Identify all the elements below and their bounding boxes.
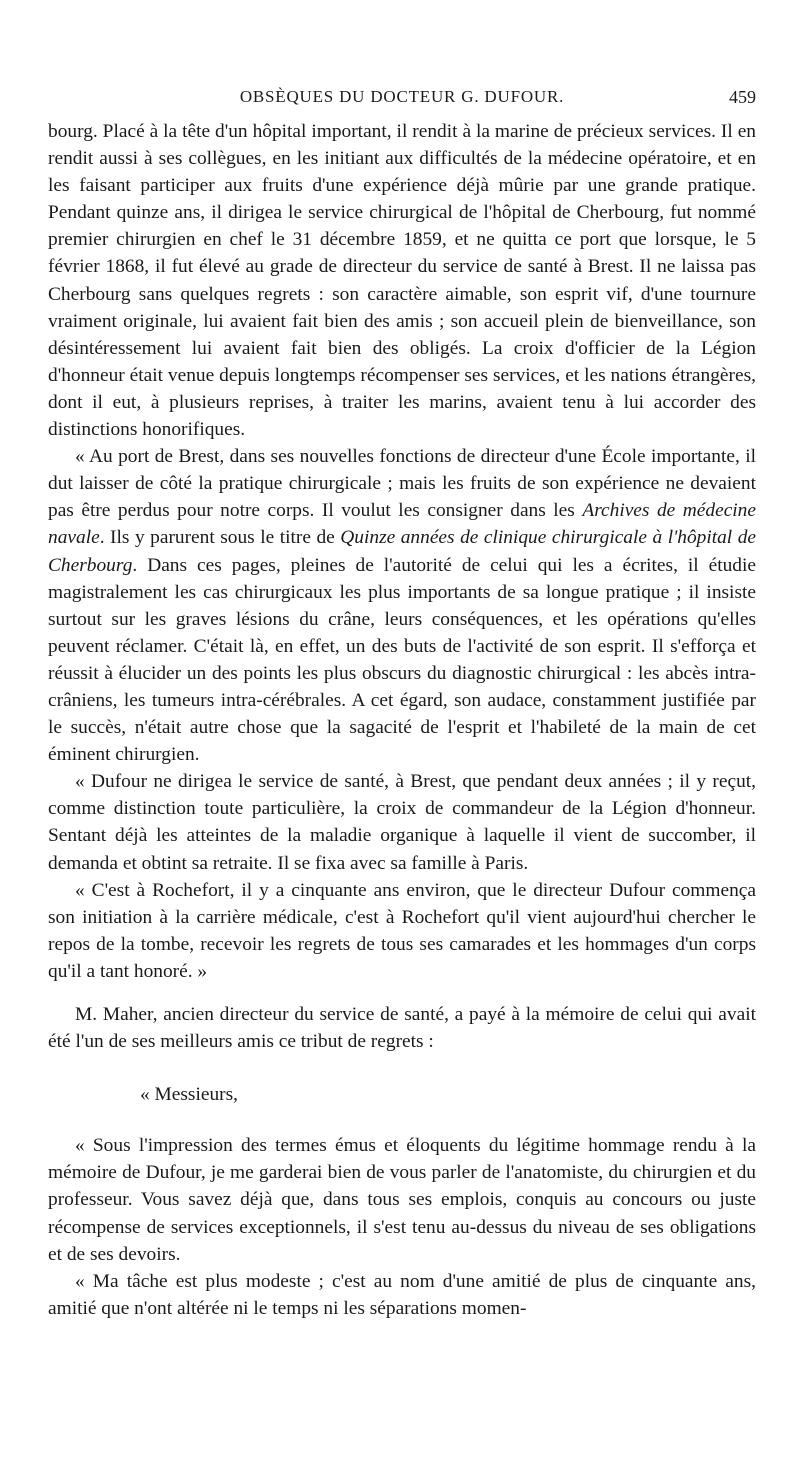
paragraph-retirement: « Dufour ne dirigea le service de santé, à Brest, que pendant deux années ; il y reçut, comme distinction toute particulière, la croix de commandeur de la Légion d'honneur. Sentant déjà les atteintes de la maladie organique à laquelle il vient de succomber, il demanda et obtint sa retraite. Il se fixa avec sa famille à Paris. [48,771,756,874]
paragraph-brest-part-2: . Ils y parurent sous le titre de [99,527,341,549]
paragraph-rochefort: « C'est à Rochefort, il y a cinquante ans environ, que le directeur Dufour commença son initiation à la carrière médicale, c'est à Rochefort qu'il vient aujourd'hui chercher le repos de la tombe, recevoir les regrets de tous ses camarades et les hommages d'un corps qu'il a tant honoré. » [48,879,756,982]
paragraph-brest-part-1: « Au port de Brest, dans ses nouvelles fonctions de directeur d'une École importante, il dut laisser de côté la pratique chirurgicale ; mais les fruits de son expérience ne devaient pas être perdus pour notre corps. Il voulut les consigner dans les [48,446,756,522]
work-title: Quinze années de clinique chirurgicale à l'hôpital de Cherbourg [48,527,756,576]
body-text [48,118,756,1322]
running-head [48,87,756,111]
paragraph-speech-2: « Ma tâche est plus modeste ; c'est au nom d'une amitié de plus de cinquante ans, amitié que n'ont altérée ni le temps ni les séparations momen- [48,1270,756,1319]
paragraph-brest [48,443,756,768]
paragraph-maher: M. Maher, ancien directeur du service de santé, a payé à la mémoire de celui qui avait été l'un de ses meilleurs amis ce tribut de regrets : [48,1004,756,1053]
running-title: OBSÈQUES DU DOCTEUR G. DUFOUR. [239,87,565,106]
paragraph-speech-1: « Sous l'impression des termes émus et éloquents du légitime hommage rendu à la mémoire de Dufour, je me garderai bien de vous parler de l'anatomiste, du chirurgien et du professeur. Vous savez déjà que, dans tous ses emplois, conquis au concours ou juste récompense de services exceptionnels, il s'est tenu au-dessus du niveau de ses obligations et de ses devoirs. [48,1135,756,1265]
page-number: 459 [729,87,756,107]
salutation: « Messieurs, [140,1084,239,1106]
paragraph-continuation: bourg. Placé à la tête d'un hôpital important, il rendit à la marine de précieux services. Il en rendit aussi à ses collègues, en les initiant aux difficultés de la médecine opératoire, et en les faisant participer aux fruits d'une expérience déjà mûrie par une grande pratique. Pendant quinze ans, il dirigea le service chirurgical de l'hôpital de Cherbourg, fut nommé premier chirurgien en chef le 31 décembre 1859, et ne quitta ce port que lorsque, le 5 février 1868, il fut élevé au grade de directeur du service de santé à Brest. Il ne laissa pas Cherbourg sans quelques regrets : son caractère aimable, son esprit vif, d'une tournure vraiment originale, lui avaient fait bien des amis ; son accueil plein de bienveillance, son désintéressement lui avaient fait bien des obligés. La croix d'officier de la Légion d'honneur était venue depuis longtemps récompenser ses services, et les nations étrangères, dont il eut, à plusieurs reprises, à traiter les marins, avaient tenu à lui accorder des distinctions honorifiques. [48,121,756,441]
journal-title: Archives de médecine navale [48,500,756,549]
paragraph-brest-part-3: . Dans ces pages, pleines de l'autorité de celui qui les a écrites, il étudie magistralement les cas chirurgicaux les plus importants de sa longue pratique ; il insiste surtout sur les graves lésions du crâne, leurs conséquences, et les opérations qu'elles peuvent réclamer. C'était là, en effet, un des buts de l'activité de son esprit. Il s'efforça et réussit à élucider un des points les plus obscurs du diagnostic chirurgical : les abcès intra-crâniens, les tumeurs intra-cérébrales. A cet égard, son audace, constamment justifiée par le succès, n'était autre chose que la sagacité de l'esprit et l'habileté de la main de cet éminent chirurgien. [48,554,756,766]
